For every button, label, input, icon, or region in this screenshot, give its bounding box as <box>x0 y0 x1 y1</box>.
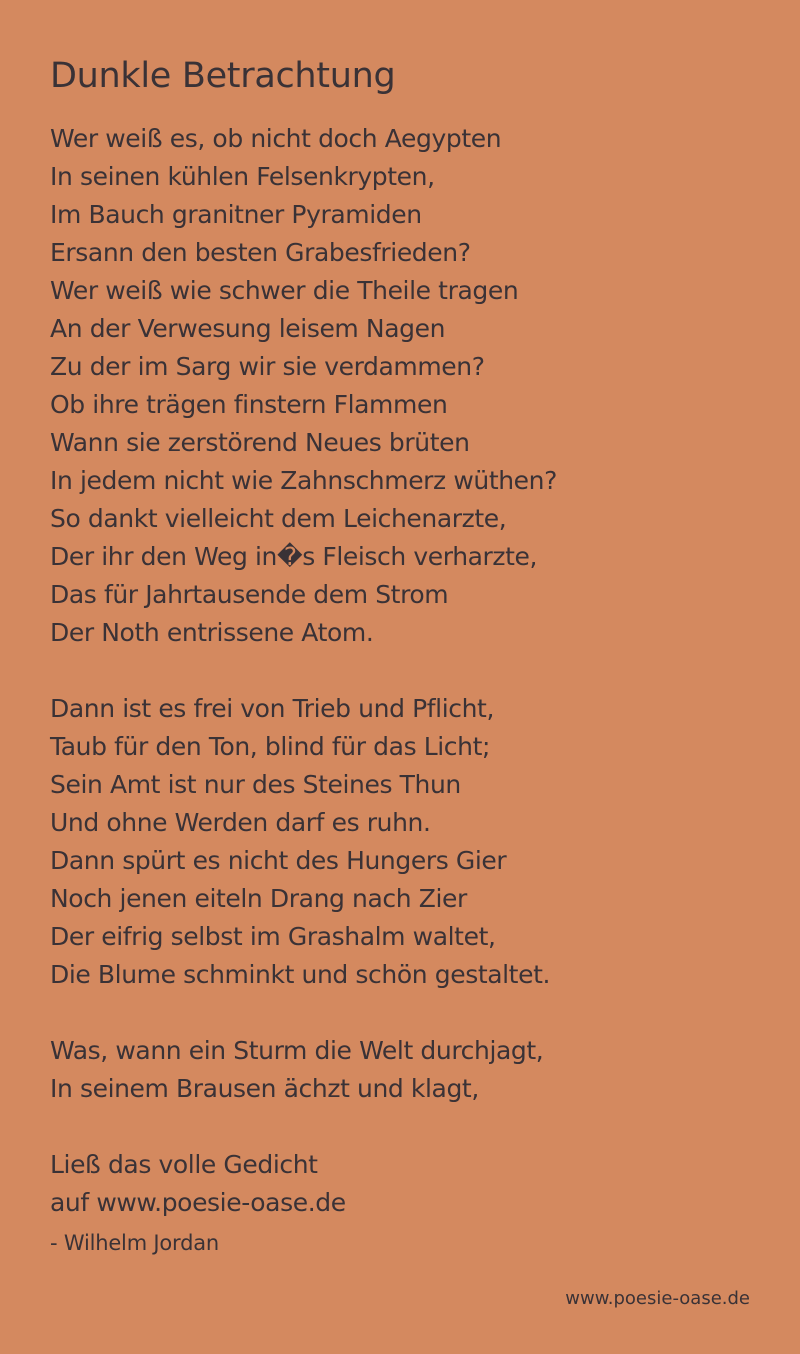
poem-card <box>50 52 770 1258</box>
poem-line: Das für Jahrtausende dem Strom <box>50 580 449 609</box>
poem-line: Noch jenen eiteln Drang nach Zier <box>50 884 467 913</box>
poem-line: Sein Amt ist nur des Steines Thun <box>50 770 461 799</box>
poem-line: Die Blume schminkt und schön gestaltet. <box>50 960 551 989</box>
poem-line: In seinen kühlen Felsenkrypten, <box>50 162 435 191</box>
poem-line: Im Bauch granitner Pyramiden <box>50 200 422 229</box>
poem-line: An der Verwesung leisem Nagen <box>50 314 446 343</box>
poem-line: Der Noth entrissene Atom. <box>50 618 374 647</box>
poem-line: In jedem nicht wie Zahnschmerz wüthen? <box>50 466 557 495</box>
stanza-3 <box>50 1032 770 1108</box>
poem-line: Zu der im Sarg wir sie verdammen? <box>50 352 485 381</box>
poem-line: Der ihr den Weg in�s Fleisch verharzte, <box>50 542 538 571</box>
poem-line: Ersann den besten Grabesfrieden? <box>50 238 471 267</box>
author-name: - Wilhelm Jordan <box>50 1231 220 1255</box>
closing-line: auf www.poesie-oase.de <box>50 1188 346 1217</box>
poem-body <box>50 120 770 1108</box>
poem-line: Dann spürt es nicht des Hungers Gier <box>50 846 507 875</box>
poem-line: Was, wann ein Sturm die Welt durchjagt, <box>50 1036 544 1065</box>
closing-note <box>50 1146 770 1258</box>
poem-line: Dann ist es frei von Trieb und Pflicht, <box>50 694 494 723</box>
footer-site-url: www.poesie-oase.de <box>565 1288 750 1309</box>
poem-line: Der eifrig selbst im Grashalm waltet, <box>50 922 496 951</box>
poem-line: Taub für den Ton, blind für das Licht; <box>50 732 491 761</box>
stanza-1 <box>50 120 770 652</box>
poem-line: Ob ihre trägen finstern Flammen <box>50 390 448 419</box>
poem-line: Wer weiß es, ob nicht doch Aegypten <box>50 124 502 153</box>
poem-line: Wer weiß wie schwer die Theile tragen <box>50 276 519 305</box>
poem-line: Wann sie zerstörend Neues brüten <box>50 428 470 457</box>
stanza-2 <box>50 690 770 994</box>
closing-line: Ließ das volle Gedicht <box>50 1150 318 1179</box>
poem-title: Dunkle Betrachtung <box>50 56 396 96</box>
poem-line: In seinem Brausen ächzt und klagt, <box>50 1074 479 1103</box>
poem-line: So dankt vielleicht dem Leichenarzte, <box>50 504 507 533</box>
poem-line: Und ohne Werden darf es ruhn. <box>50 808 431 837</box>
